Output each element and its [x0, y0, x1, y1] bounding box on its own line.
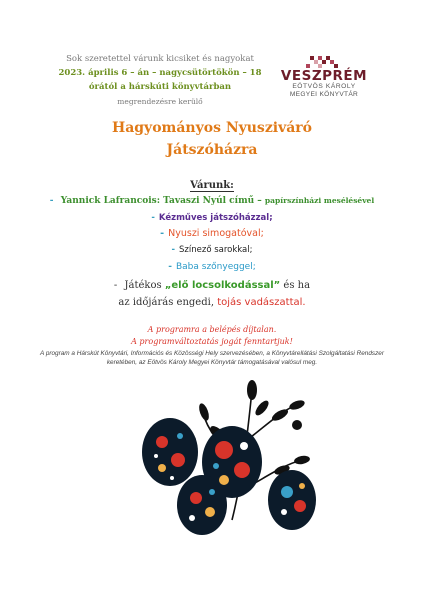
painted-easter-eggs-icon: [132, 370, 332, 540]
intro-text: Sok szeretettel várunk kicsiket és nagyokat: [66, 54, 254, 64]
bullet-dash: -: [168, 262, 172, 272]
event-title: Hagyományos Nyusziváró: [111, 120, 313, 136]
organizer-text: megrendezésre kerülő: [117, 97, 203, 106]
program-heading: Várunk:: [190, 180, 234, 191]
program-item-story: - Yannick Lafrancois: Tavaszi Nyúl című – papírszínházi mesélésével: [49, 196, 375, 206]
event-location: órától a hárskúti könyvtárban: [88, 82, 232, 92]
logo-name: VESZPRÉM: [280, 68, 368, 84]
program-item-coloring: - Színező sarokkal;: [171, 245, 253, 255]
bullet-dash: -: [151, 213, 155, 223]
logo-subtitle-1: EÖTVÖS KÁROLY: [292, 83, 356, 90]
bullet-dash: -: [171, 245, 176, 255]
program-item-game: - Játékos „elő locsolkodással” és ha: [113, 280, 311, 291]
program-item-crafts: - Kézműves játszóházzal;: [151, 213, 273, 223]
bullet-dash: -: [160, 228, 165, 239]
program-item-baby-rug: - Baba szőnyeggel;: [168, 262, 256, 272]
bullet-dash: -: [49, 196, 54, 206]
free-entry-note: A programra a belépés díjtalan.: [147, 325, 277, 334]
bullet-dash: -: [113, 280, 118, 291]
change-note: A programváltoztatás jogát fenntartjuk!: [131, 337, 293, 346]
event-date: 2023. április 6 – án – nagycsütörtökön – 18: [58, 68, 262, 78]
program-item-bunny: - Nyuszi simogatóval;: [160, 228, 264, 239]
event-title-2: Játszóházra: [166, 142, 258, 158]
library-logo: [276, 56, 372, 100]
logo-subtitle-2: MEGYEI KÖNYVTÁR: [289, 91, 359, 98]
sponsor-smallprint: A program a Hárskút Könyvtári, Információs és Közösségi Hely szervezésében, a Könyvtárellátási Szolgáltatási Rendszer keretében, az Eötvös Károly Megyei Könyvtár támogatásával valósul meg.: [40, 350, 384, 366]
program-item-egg-hunt: az időjárás engedi, tojás vadászattal.: [118, 297, 306, 308]
